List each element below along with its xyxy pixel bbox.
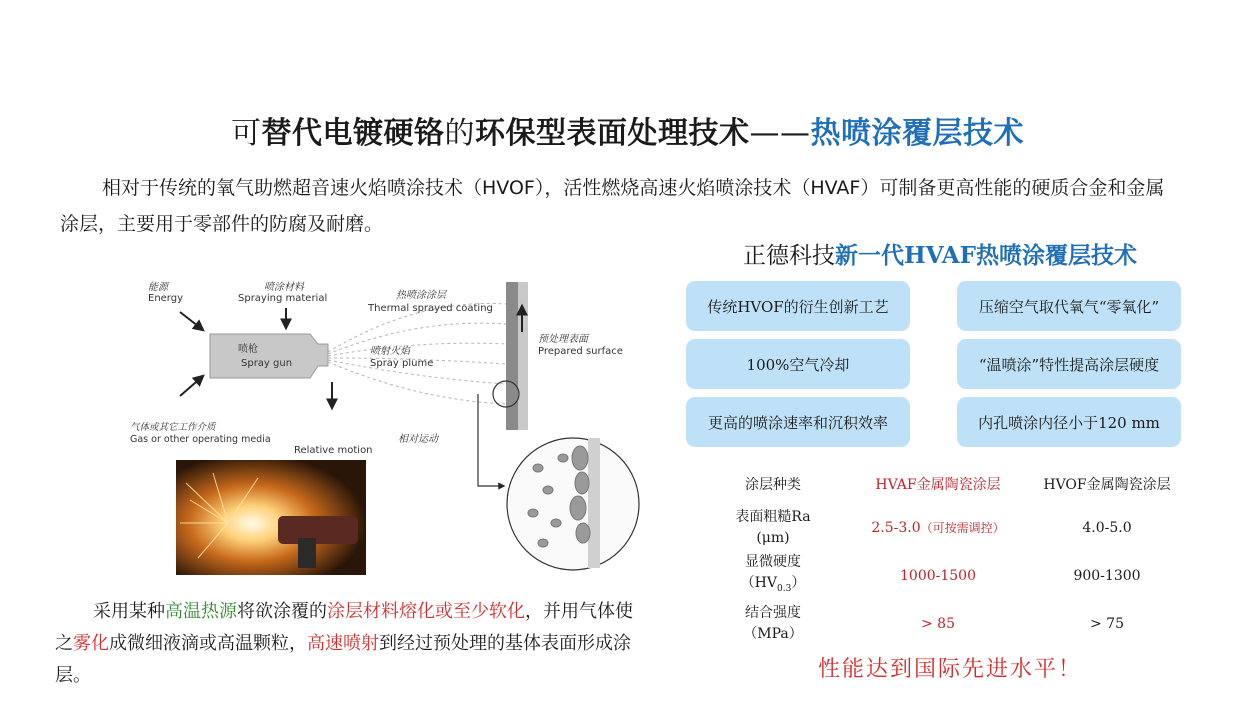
thermal-spray-diagram (118, 268, 658, 586)
material-label-en: Spraying material (238, 293, 328, 304)
title-dash: —— (749, 116, 811, 151)
hvaf-value: > 85 (921, 615, 955, 632)
page-title (0, 108, 1255, 152)
table-row (698, 600, 1186, 648)
title-segment: 环保型表面处理技术 (475, 116, 750, 151)
heat-source-highlight: 高温热源 (165, 601, 237, 622)
hvof-value: 900-1300 (1073, 567, 1141, 584)
energy-label-en: Energy (148, 293, 184, 304)
title-segment: 的 (444, 116, 475, 151)
material-label-cn: 喷涂材料 (264, 282, 304, 293)
energy-label-cn: 能源 (148, 282, 168, 293)
gun-label-cn: 喷枪 (238, 344, 258, 355)
arrow-icon (180, 376, 203, 396)
coating-label-cn: 热喷涂涂层 (396, 290, 446, 301)
motion-label-en: Relative motion (294, 445, 373, 456)
feature-box: 100%空气冷却 (686, 339, 910, 389)
table-row (698, 552, 1186, 600)
footer-claim: 性能达到国际先进水平！ (817, 657, 1082, 682)
section-subtitle: 正德科技新一代HVAF热喷涂覆层技术 (743, 242, 1137, 269)
gas-label-cn: 气体或其它工作介质 (130, 422, 216, 433)
comparison-table (698, 466, 1186, 648)
spray-highlight: 高速喷射 (307, 633, 379, 654)
hvaf-value: 1000-1500 (900, 567, 976, 584)
title-segment: 可 (231, 116, 262, 151)
surface-label-cn: 预处理表面 (538, 334, 588, 345)
feature-box: 更高的喷涂速率和沉积效率 (686, 397, 910, 447)
zoom-substrate (588, 438, 600, 568)
feature-box: 传统HVOF的衍生创新工艺 (686, 281, 910, 331)
plume-label-en: Spray plume (370, 358, 434, 369)
atomize-highlight: 雾化 (73, 633, 109, 654)
gun-label-en: Spray gun (241, 358, 293, 369)
intro-paragraph: 相对于传统的氧气助燃超音速火焰喷涂技术（HVOF），活性燃烧高速火焰喷涂技术（HVAF）可制备更高性能的硬质合金和金属涂层，主要用于零部件的防腐及耐磨。 (60, 177, 1165, 235)
title-highlight: 热喷涂覆层技术 (810, 116, 1024, 151)
feature-box: “温喷涂”特性提高涂层硬度 (957, 339, 1181, 389)
substrate (518, 282, 528, 430)
table-header-row (698, 466, 1186, 504)
coating-label-en: Thermal sprayed coating (368, 303, 493, 314)
table-header: HVOF金属陶瓷涂层 (1043, 476, 1171, 493)
coating-layer (506, 282, 518, 430)
surface-label-en: Prepared surface (538, 346, 623, 357)
hvof-value: > 75 (1090, 615, 1124, 632)
melt-highlight: 涂层材料熔化或至少软化 (327, 601, 525, 622)
row-label: 显微硬度 $(HV_{0.3})$ (740, 554, 806, 594)
feature-box: 压缩空气取代氧气“零氧化” (957, 281, 1181, 331)
arrow-icon (180, 312, 203, 330)
motion-label-cn: 相对运动 (398, 434, 438, 445)
table-header: 涂层种类 (745, 476, 801, 493)
gas-label-en: Gas or other operating media (130, 434, 271, 445)
arrow-icon (478, 394, 504, 486)
spray-plume (328, 303, 506, 404)
title-segment: 替代电镀硬铬 (261, 116, 445, 151)
spray-gun-shape (210, 334, 328, 378)
gun-handle (298, 538, 316, 568)
hvof-value: 4.0-5.0 (1082, 519, 1132, 536)
table-row (698, 504, 1186, 552)
hvaf-value: 2.5-3.0（可按需调控） (871, 519, 1005, 536)
plume-label-cn: 喷射火焰 (370, 346, 410, 357)
gun-photo (278, 516, 358, 544)
row-label: 结合强度 （MPa） (743, 605, 803, 642)
feature-box: 内孔喷涂内径小于120 mm (957, 397, 1181, 447)
process-description: 采用某种高温热源将欲涂覆的涂层材料熔化或至少软化，并用气体使之雾化成微细液滴或高温颗粒，高速喷射到经过预处理的基体表面形成涂层。 (55, 601, 633, 686)
row-label: 表面粗糙Ra (μm) (735, 509, 811, 546)
table-header: HVAF金属陶瓷涂层 (875, 476, 1001, 493)
